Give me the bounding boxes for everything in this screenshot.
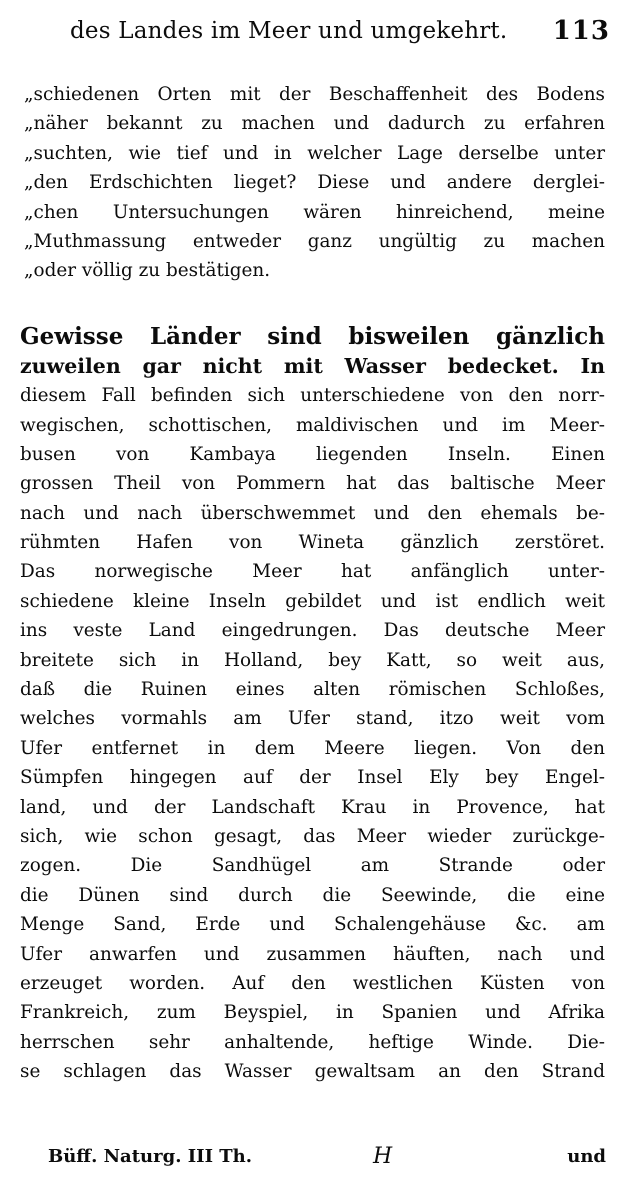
quote-line: „Muthmassung entweder ganz ungültig zu machen bbox=[24, 230, 605, 252]
quote-line: „oder völlig zu bestätigen. bbox=[24, 260, 271, 282]
paragraph-line: breitete sich in Holland, bey Katt, so weit aus, bbox=[20, 649, 605, 671]
main-paragraph bbox=[20, 322, 605, 1087]
paragraph-line: nach und nach überschwemmet und den ehemals be- bbox=[20, 502, 605, 524]
paragraph-line: Ufer entfernet in dem Meere liegen. Von den bbox=[20, 737, 605, 759]
paragraph-line: schiedene kleine Inseln gebildet und ist endlich weit bbox=[20, 590, 605, 612]
printer-signature: Büff. Naturg. III Th. bbox=[48, 1146, 253, 1167]
paragraph-line: daß die Ruinen eines alten römischen Schloßes, bbox=[20, 679, 605, 701]
paragraph-line: grossen Theil von Pommern hat das baltische Meer bbox=[20, 473, 605, 495]
paragraph-line: Das norwegische Meer hat anfänglich unter- bbox=[20, 561, 605, 583]
paragraph-line: zogen. Die Sandhügel am Strande oder bbox=[20, 855, 605, 877]
paragraph-line: rühmten Hafen von Wineta gänzlich zerstöret. bbox=[20, 532, 605, 554]
paragraph-line: Sümpfen hingegen auf der Insel Ely bey Engel- bbox=[20, 767, 605, 789]
page-number: 113 bbox=[552, 16, 610, 46]
paragraph-gap bbox=[20, 286, 605, 322]
paragraph-line: die Dünen sind durch die Seewinde, die eine bbox=[20, 884, 605, 906]
paragraph-line: ins veste Land eingedrungen. Das deutsche Meer bbox=[20, 620, 605, 642]
paragraph-line: land, und der Landschaft Krau in Provence, hat bbox=[20, 796, 605, 818]
quote-line: „den Erdschichten lieget? Diese und andere derglei- bbox=[24, 172, 605, 194]
paragraph-line: Frankreich, zum Beyspiel, in Spanien und Afrika bbox=[20, 1002, 605, 1024]
body-text bbox=[20, 80, 605, 1087]
paragraph-line: erzeuget worden. Auf den westlichen Küsten von bbox=[20, 972, 605, 994]
catchword: und bbox=[567, 1146, 606, 1167]
paragraph-line: welches vormahls am Ufer stand, itzo weit vom bbox=[20, 708, 605, 730]
paragraph-line: se schlagen das Wasser gewaltsam an den Strand bbox=[20, 1061, 605, 1083]
quote-line: „chen Untersuchungen wären hinreichend, meine bbox=[24, 201, 605, 223]
page-header bbox=[70, 14, 610, 54]
paragraph-line: zuweilen gar nicht mit Wasser bedecket. In bbox=[20, 353, 605, 378]
paragraph-line: Ufer anwarfen und zusammen häuften, nach und bbox=[20, 943, 605, 965]
paragraph-line: herrschen sehr anhaltende, heftige Winde. Die- bbox=[20, 1031, 605, 1053]
paragraph-line: sich, wie schon gesagt, das Meer wieder zurückge- bbox=[20, 825, 605, 847]
signature-mark: H bbox=[373, 1144, 393, 1169]
paragraph-line: wegischen, schottischen, maldivischen und im Meer- bbox=[20, 414, 605, 436]
quoted-passage bbox=[20, 80, 605, 286]
running-head: des Landes im Meer und umgekehrt. bbox=[70, 18, 508, 44]
quote-line: „näher bekannt zu machen und dadurch zu erfahren bbox=[24, 113, 605, 135]
paragraph-line: Gewisse Länder sind bisweilen gänzlich bbox=[20, 322, 605, 350]
paragraph-line: diesem Fall befinden sich unterschiedene von den norr- bbox=[20, 385, 605, 407]
quote-line: „suchten, wie tief und in welcher Lage derselbe unter bbox=[24, 142, 605, 164]
paragraph-line: Menge Sand, Erde und Schalengehäuse &c. am bbox=[20, 914, 605, 936]
paragraph-line: busen von Kambaya liegenden Inseln. Einen bbox=[20, 443, 605, 465]
page-footer bbox=[48, 1146, 606, 1178]
quote-line: „schiedenen Orten mit der Beschaffenheit des Bodens bbox=[24, 84, 605, 105]
